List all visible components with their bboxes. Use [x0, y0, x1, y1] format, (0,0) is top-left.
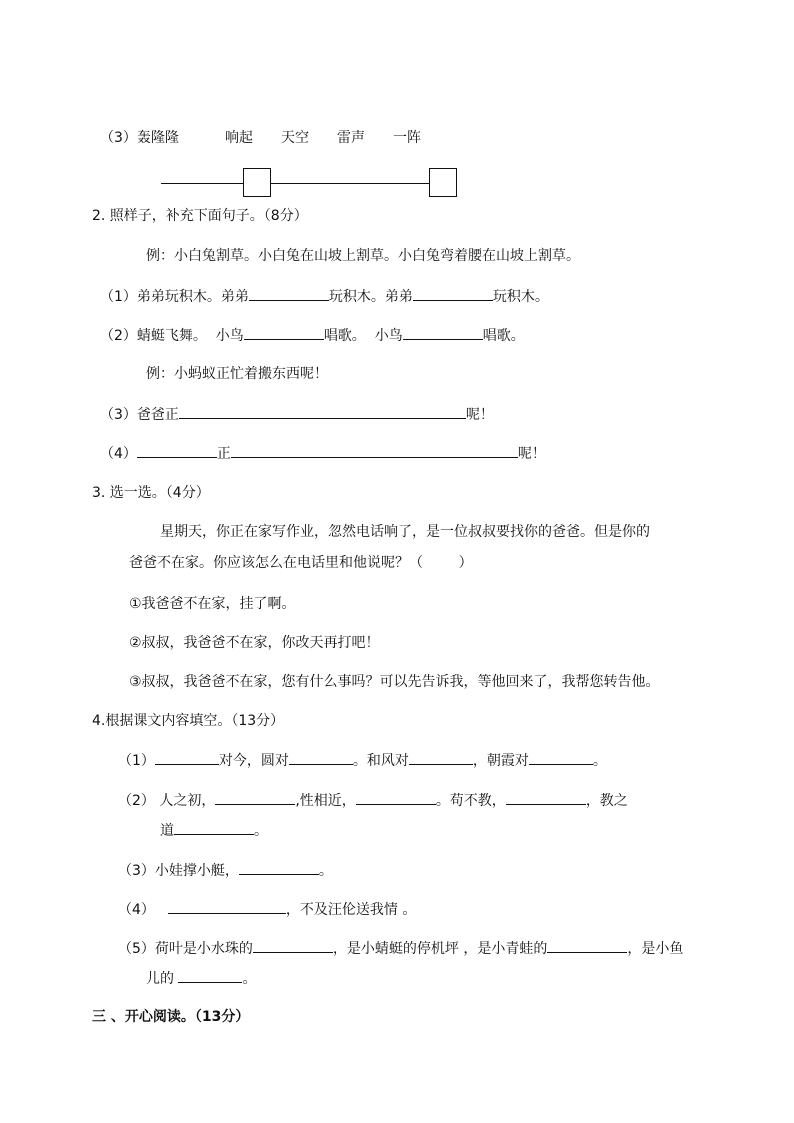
section-reading-title: 三 、开心阅读。（13分）	[92, 1009, 250, 1025]
fill-row-1-part-a: （1）	[118, 753, 155, 769]
fill-row-2	[118, 790, 628, 811]
option-1[interactable]: ①我爸爸不在家，挂了啊。	[129, 596, 296, 612]
fill-row-2-blank-4[interactable]	[174, 820, 254, 835]
fill-row-2-blank-1[interactable]	[215, 790, 295, 805]
q3-answer-line-1	[161, 183, 243, 184]
sentence-1-blank-1[interactable]	[249, 286, 329, 301]
sentence-1	[100, 286, 549, 307]
fill-row-4-part-a: （4）	[118, 902, 155, 918]
sentence-2-part-b: 唱歌。 小鸟	[323, 328, 403, 344]
sentence-2-blank-1[interactable]	[244, 325, 324, 340]
fill-row-3-part-a: （3）小娃撑小艇，	[118, 863, 239, 879]
fill-row-2-continued	[160, 820, 268, 841]
fill-row-2-part-b: ,性相近，	[295, 793, 356, 809]
fill-row-1-blank-1[interactable]	[155, 750, 219, 765]
sentence-4	[100, 443, 546, 464]
fill-row-1-part-c: 。和风对	[352, 753, 409, 769]
sentence-2	[100, 325, 525, 346]
q3-word-4: 雷声	[337, 130, 365, 146]
section-3-passage-line-1: 星期天，你正在家写作业，忽然电话响了，是一位叔叔要找你的爸爸。但是你的	[160, 524, 650, 540]
fill-row-1-part-d: ，朝霞对	[472, 753, 529, 769]
fill-row-5-part-c: ，是小鱼	[627, 941, 684, 957]
fill-row-3-blank[interactable]	[239, 860, 319, 875]
option-2[interactable]: ②叔叔，我爸爸不在家，你改天再打吧！	[129, 635, 380, 651]
fill-row-1-part-b: 对今，圆对	[218, 753, 289, 769]
q3-answer-box-2[interactable]	[429, 168, 457, 197]
fill-row-2-blank-2[interactable]	[356, 790, 436, 805]
sentence-1-part-c: 玩积木。	[492, 289, 549, 305]
section-4-title: 4.根据课文内容填空。（13分）	[92, 713, 285, 729]
sentence-4-blank-1[interactable]	[137, 443, 217, 458]
fill-row-2-part-f: 。	[254, 823, 268, 839]
option-3[interactable]: ③叔叔，我爸爸不在家，您有什么事吗？可以先告诉我，等他回来了，我帮您转告他。	[129, 674, 660, 690]
example-2: 例：小蚂蚁正忙着搬东西呢！	[146, 366, 328, 382]
sentence-3	[100, 404, 494, 425]
fill-row-3	[118, 860, 333, 881]
fill-row-2-part-d: ，教之	[585, 793, 628, 809]
fill-row-1-blank-4[interactable]	[529, 750, 593, 765]
fill-row-1-part-e: 。	[592, 753, 607, 769]
q3-answer-box-1[interactable]	[243, 168, 271, 197]
fill-row-5	[118, 938, 683, 959]
section-3-title: 3. 选一选。（4分）	[92, 485, 210, 501]
sentence-4-part-a: （4）	[100, 446, 137, 462]
sentence-1-part-a: （1）弟弟玩积木。弟弟	[100, 289, 249, 305]
fill-row-4	[118, 899, 416, 920]
fill-row-5-blank-1[interactable]	[253, 938, 333, 953]
section-2-title: 2. 照样子，补充下面句子。（8分）	[92, 208, 308, 224]
fill-row-5-part-d: 儿的	[146, 971, 179, 987]
q3-word-2: 响起	[225, 130, 253, 146]
section-3-passage-line-2: 爸爸不在家。你应该怎么在电话里和他说呢？（ ）	[129, 555, 473, 571]
fill-row-2-blank-3[interactable]	[506, 790, 586, 805]
sentence-1-part-b: 玩积木。弟弟	[328, 289, 413, 305]
sentence-4-part-b: 正	[216, 446, 231, 462]
fill-row-5-continued	[146, 968, 256, 989]
sentence-3-part-a: （3）爸爸正	[100, 407, 179, 423]
q3-word-5: 一阵	[393, 130, 421, 146]
fill-row-2-part-c: 。苟不教，	[435, 793, 506, 809]
fill-row-1	[118, 750, 607, 771]
fill-row-5-blank-2[interactable]	[547, 938, 627, 953]
sentence-1-blank-2[interactable]	[413, 286, 493, 301]
sentence-3-blank[interactable]	[179, 404, 466, 419]
sentence-2-blank-2[interactable]	[403, 325, 483, 340]
sentence-4-blank-2[interactable]	[231, 443, 518, 458]
sentence-2-part-c: 唱歌。	[482, 328, 525, 344]
fill-row-2-part-e: 道	[160, 823, 174, 839]
fill-row-5-part-e: 。	[242, 971, 257, 987]
fill-row-1-blank-3[interactable]	[409, 750, 473, 765]
q3-word-1: 轰隆隆	[137, 130, 179, 146]
fill-row-5-blank-3[interactable]	[178, 968, 242, 983]
fill-row-5-part-a: （5）荷叶是小水珠的	[118, 941, 253, 957]
example-1: 例：小白兔割草。小白兔在山坡上割草。小白兔弯着腰在山坡上割草。	[146, 248, 580, 264]
q3-answer-line-2	[270, 183, 429, 184]
fill-row-4-blank[interactable]	[168, 899, 286, 914]
fill-row-2-part-a: （2） 人之初，	[118, 793, 216, 809]
sentence-3-part-b: 呢！	[465, 407, 494, 423]
fill-row-1-blank-2[interactable]	[289, 750, 353, 765]
fill-row-3-part-b: 。	[318, 863, 333, 879]
q3-label: （3）	[100, 130, 137, 146]
fill-row-5-part-b: ，是小蜻蜓的停机坪 ，是小青蛙的	[332, 941, 548, 957]
fill-row-4-part-b: ，不及汪伦送我情 。	[285, 902, 417, 918]
sentence-2-part-a: （2）蜻蜓飞舞。 小鸟	[100, 328, 244, 344]
q3-word-3: 天空	[281, 130, 309, 146]
sentence-4-part-c: 呢！	[517, 446, 546, 462]
